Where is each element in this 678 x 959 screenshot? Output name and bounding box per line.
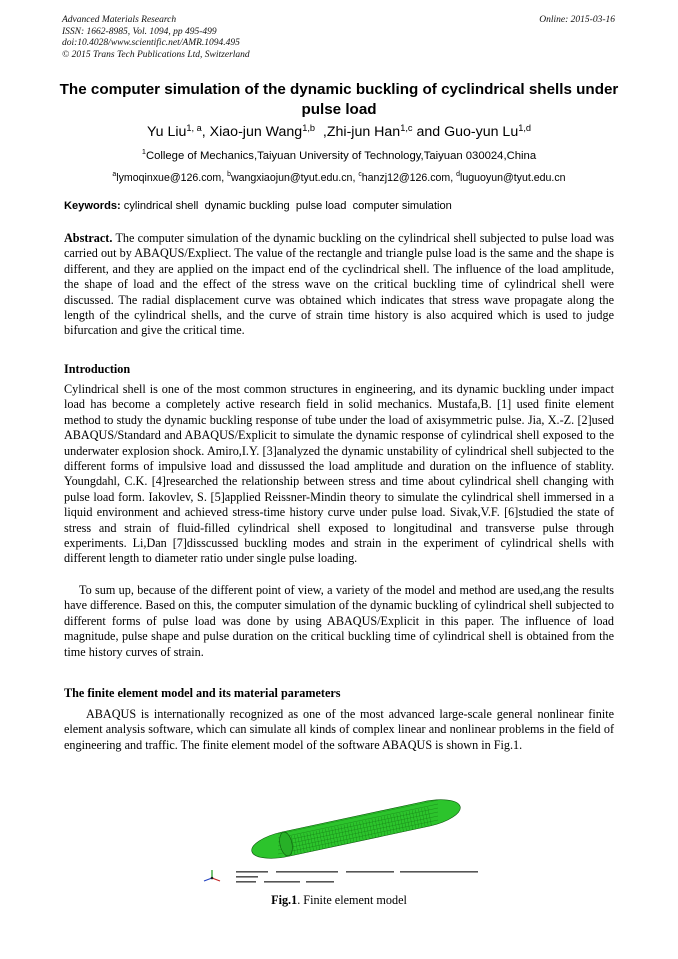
introduction-paragraph-1: Cylindrical shell is one of the most common structures in engineering, and its dynamic buckling under impact load has become a completely active research field in solid mechanics. Mustafa,B. [1] used finite element method to study the dynamic buckling response of tube under the load of axisymmetric pulse. Jia, X.-Z. [2]used ABAQUS/Standard and ABAQUS/Explicit to simulate the dynamic response of cylindrical shell exposed to the underwater explosion shock. Amiro,I.Y. [3]analyzed the dynamic unstability of cylindrical shell subjected to the different forms of impulsive load and dissussed the load amplitude and duration on the influence of stablity. Youngdahl, C.K. [4]researched the relationship between stress and time about cylindrical shell changing with pulse load form. Iakovlev, S. [5]applied Reissner-Mindin theory to simulate the cylindrical shell immersed in a liquid environment and achieved stress-time history curve under pulse load. Sivak,V.F. [6]studied the state of stress and strain of fluid-filled cylindrical shell exposed to longitudinal and transverse pulse through experiments. Li,Dan [7]disscussed buckling modes and strain in the experiment of cylindrical shells with different length to diameter ratio under single pulse loading. bbox=[64, 382, 614, 566]
figure-caption bbox=[0, 893, 678, 908]
author-name: Zhi-jun Han bbox=[326, 124, 401, 140]
journal-header bbox=[62, 15, 422, 61]
keywords-text: cylindrical shell dynamic buckling pulse load computer simulation bbox=[120, 200, 452, 212]
email-sup: d bbox=[456, 171, 460, 178]
author-name: Xiao-jun Wang bbox=[209, 124, 303, 140]
journal-issn: ISSN: 1662-8985, Vol. 1094, pp 495-499 bbox=[62, 26, 217, 37]
email-sup: a bbox=[112, 171, 117, 178]
author-list bbox=[50, 123, 628, 141]
cylinder-mesh bbox=[252, 800, 461, 878]
fem-section-heading: The finite element model and its material parameters bbox=[64, 686, 341, 700]
online-date: Online: 2015-03-16 bbox=[539, 15, 615, 25]
author-name: Guo-yun Lu bbox=[444, 124, 519, 140]
figure-finite-element-model bbox=[190, 788, 490, 888]
email-sup: c bbox=[358, 171, 362, 178]
figure-caption-label: Fig.1 bbox=[271, 893, 298, 907]
introduction-paragraph-2: To sum up, because of the different point of view, a variety of the model and method are used,ang the results have difference. Based on this, the computer simulation of the dynamic buckling of cylindrical shell subjected to different forms of pulse load was done by using ABAQUS/Explicit in this paper. The influence of load magnitude, pulse shape and pulse duration on the critical buckling time of cylindrical shell is obtained from the time history curves of strain. bbox=[64, 583, 614, 659]
email-link[interactable]: wangxiaojun@tyut.edu.cn bbox=[230, 172, 353, 184]
author-sup: 1, a bbox=[186, 123, 202, 133]
author-name: Yu Liu bbox=[146, 124, 187, 140]
author-separator: , bbox=[201, 124, 210, 140]
email-list: $^a$lymoqinxue@126.com, $^b$wangxiaojun@tyut.edu.cn, $^c$hanzj12@126.com, $^d$luguoyun@tyut.edu.cn bbox=[112, 171, 566, 184]
author-sup: 1,b bbox=[302, 123, 316, 133]
affiliation bbox=[50, 149, 628, 163]
abstract-text: The computer simulation of the dynamic buckling on the cylindrical shell subjected to pulse load was carried out by ABAQUS/Expliect. The value of the rectangle and triangle pulse load is the same and the shape is different, and they are applied on the impact end of the cyclindrical shell. The influence of the load amplitude, the shape of load and the effect of the stress wave on the critical buckling time of cylindrical shell were discussed. The radial displacement curve was obtained which indicates that stress wave propagate along the length of the cylindrical shells, and the curve of strain time history is also acquired which is used to judge bifurcation and give the critical time. bbox=[64, 231, 614, 338]
author-sup: 1,c bbox=[400, 123, 413, 133]
keywords-label: Keywords: bbox=[64, 200, 121, 212]
journal-doi: doi:10.4028/www.scientific.net/AMR.1094.495 bbox=[62, 38, 240, 48]
figure-legend-blur bbox=[236, 871, 478, 883]
fe-model-image bbox=[190, 788, 490, 888]
journal-name: Advanced Materials Research bbox=[62, 15, 177, 25]
fem-section-paragraph: ABAQUS is internationally recognized as one of the most advanced large-scale general nonlinear finite element analysis software, which can simulate all kinds of complex linear and nonlinear problems in the field of engineering and traffic. The finite element model of the software ABAQUS is shown in Fig.1. bbox=[64, 707, 614, 752]
introduction-heading: Introduction bbox=[64, 362, 131, 376]
author-separator: and bbox=[412, 124, 445, 140]
abstract bbox=[64, 231, 614, 339]
journal-copyright: © 2015 Trans Tech Publications Ltd, Switzerland bbox=[62, 49, 250, 60]
paper-title: The computer simulation of the dynamic buckling of cyclindrical shells under pulse load bbox=[59, 81, 619, 118]
affiliation-text: College of Mechanics,Taiyuan University of Technology,Taiyuan 030024,China bbox=[145, 150, 537, 162]
author-separator: , bbox=[315, 124, 327, 140]
email-link[interactable]: luguoyun@tyut.edu.cn bbox=[459, 172, 566, 184]
affiliation-sup: 1 bbox=[141, 147, 146, 156]
axis-triad-icon bbox=[204, 870, 220, 881]
abstract-label: Abstract. bbox=[64, 231, 113, 245]
keywords bbox=[64, 199, 614, 213]
author-sup: 1,d bbox=[518, 123, 532, 133]
email-sup: b bbox=[227, 171, 231, 178]
figure-caption-text: . Finite element model bbox=[297, 893, 407, 907]
email-link[interactable]: hanzj12@126.com bbox=[361, 172, 451, 184]
email-link[interactable]: lymoqinxue@126.com bbox=[116, 172, 222, 184]
